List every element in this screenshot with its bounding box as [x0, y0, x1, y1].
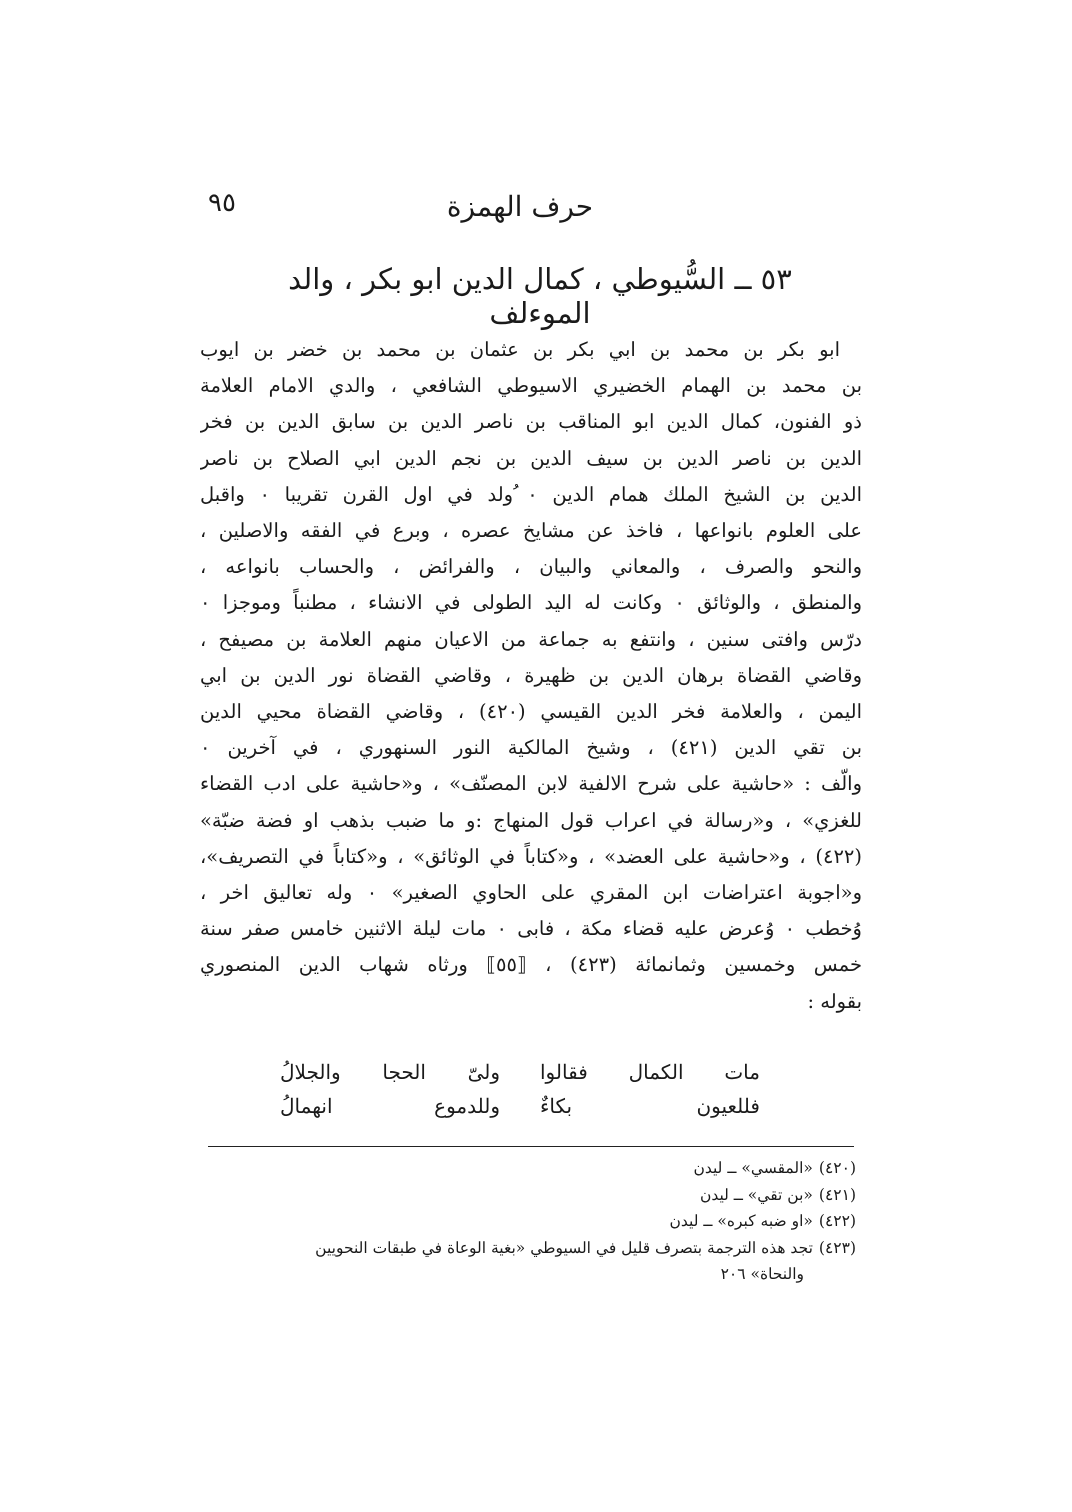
- footnote-continuation: والنحاة» ٢٠٦: [720, 1265, 804, 1283]
- verse-second-hemistich: ولىّ الحجا والجلالُ: [280, 1060, 500, 1084]
- footnote-number: (٤٢٢): [818, 1212, 856, 1230]
- text-line: بن تقي الدين (٤٢١) ، وشيخ المالكية النور السنهوري ، في آخرين ٠: [200, 736, 862, 760]
- footnotes: [196, 1155, 856, 1288]
- text-line: والّف : «حاشية على شرح الالفية لابن المصنّف» ، و«حاشية على ادب القضاء: [200, 772, 862, 796]
- page-number: ٩٥: [208, 188, 236, 218]
- verse-second-hemistich: وللدموع انهمالُ: [280, 1094, 500, 1118]
- footnote-divider: [208, 1146, 854, 1147]
- verse-line: [280, 1089, 760, 1123]
- text-line: وُخطب ٠ وُعرض عليه قضاء مكة ، فابى ٠ مات ليلة الاثنين خامس صفر سنة: [200, 917, 862, 941]
- footnote: [196, 1208, 856, 1235]
- verse-first-hemistich: مات الكمال فقالوا: [540, 1060, 760, 1084]
- biography-text: [200, 332, 862, 1020]
- text-line: درّس وافتى سنين ، وانتفع به جماعة من الاعيان منهم العلامة بن مصيفح ،: [200, 627, 862, 651]
- text-line: على العلوم بانواعها ، فاخذ عن مشايخ عصره ، وبرع في الفقه والاصلين ،: [200, 519, 862, 543]
- footnote-number: (٤٢١): [818, 1185, 856, 1204]
- text-line: (٤٢٢) ، و«حاشية على العضد» ، و«كتاباً في الوثائق» ، و«كتاباً في التصريف»،: [200, 844, 862, 868]
- text-line: و«اجوبة اعتراضات ابن المقري على الحاوي الصغير» ٠ وله تعاليق اخر ،: [200, 881, 862, 905]
- verse-first-hemistich: فللعيون بكاءٌ: [540, 1094, 760, 1118]
- footnote-text: «او ضبه كبره» ــ ليدن: [669, 1212, 813, 1230]
- footnote-text: «المقسي» ــ ليدن: [693, 1159, 813, 1177]
- text-line: بقوله :: [807, 989, 862, 1013]
- text-line: خمس وخمسين وثمانمائة (٤٢٣) ، ⟦٥٥⟧ ورثاه شهاب الدين المنصوري: [200, 953, 862, 977]
- footnote-number: (٤٢٣): [818, 1238, 856, 1257]
- text-line: بن محمد بن الهمام الخضيري الاسيوطي الشافعي ، والدي الامام العلامة: [200, 374, 862, 398]
- text-line: ذو الفنون، كمال الدين ابو المناقب بن ناصر الدين بن سابق الدين بن فخر: [200, 410, 862, 434]
- text-line: اليمن ، والعلامة فخر الدين القيسي (٤٢٠) ، وقاضي القضاة محيي الدين: [200, 700, 862, 724]
- footnote: [196, 1235, 856, 1288]
- footnote: [196, 1155, 856, 1182]
- text-line: الدين بن الشيخ الملك همام الدين ٠ ُولد في اول القرن تقريبا ٠ واقبل: [200, 482, 862, 506]
- text-line: والمنطق ، والوثائق ٠ وكانت له اليد الطولى في الانشاء ، مطنباً وموجزا ٠: [200, 591, 862, 615]
- entry-heading: ٥٣ ــ السُّيوطي ، كمال الدين ابو بكر ، والد الموءلف: [288, 262, 792, 330]
- running-title: حرف الهمزة: [446, 190, 594, 223]
- text-line: وقاضي القضاة برهان الدين بن ظهيرة ، وقاضي القضاة نور الدين بن ابي: [200, 663, 862, 687]
- text-line: والنحو والصرف ، والمعاني والبيان ، والفرائض ، والحساب بانواعه ،: [200, 555, 862, 579]
- text-line: الدين بن ناصر الدين بن سيف الدين بن نجم الدين ابي الصلاح بن ناصر: [200, 446, 862, 470]
- footnote: [196, 1182, 856, 1209]
- footnote-text: تجد هذه الترجمة بتصرف قليل في السيوطي «بغية الوعاة في طبقات النحويين: [315, 1238, 813, 1257]
- text-line: للغزي» ، و«رسالة في اعراب قول المنهاج :و ما ضبب بذهب او فضة ضبّة»: [200, 808, 862, 832]
- verse-line: [280, 1055, 760, 1089]
- footnote-text: «بن تقي» ــ ليدن: [699, 1185, 813, 1204]
- footnote-number: (٤٢٠): [818, 1159, 856, 1177]
- elegy-verse: [280, 1055, 760, 1123]
- text-line: ابو بكر بن محمد بن ابي بكر بن عثمان بن محمد بن خضر بن ايوب: [200, 338, 840, 361]
